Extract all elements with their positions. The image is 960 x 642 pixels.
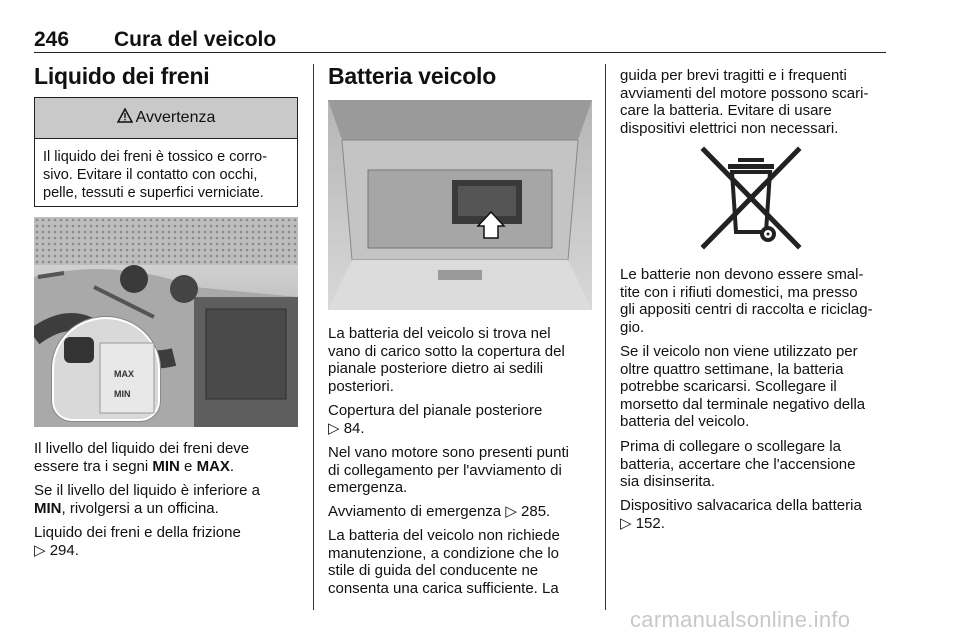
text-run: .	[229, 457, 235, 475]
warning-line: sivo. Evitare il contatto con occhi,	[43, 167, 258, 183]
paragraph	[328, 444, 600, 497]
text-run: e	[179, 457, 197, 475]
text-line: consenta una carica sufficiente. La	[328, 579, 559, 597]
text-line: Le batterie non devono essere smal-	[620, 266, 864, 283]
text-line: emergenza.	[328, 479, 408, 496]
paragraph	[34, 482, 304, 517]
text-line: Nel vano motore sono presenti punti	[328, 444, 569, 461]
text-line: posteriori.	[328, 377, 394, 395]
paragraph	[620, 67, 892, 137]
paragraph	[620, 343, 892, 431]
reservoir-inset	[52, 317, 160, 421]
text-line: stile di guida del conducente ne	[328, 562, 539, 579]
text-line: dispositivi elettrici non necessari.	[620, 119, 839, 137]
warning-header	[35, 98, 297, 139]
text-line: vano di carico sotto la copertura del	[328, 342, 565, 360]
text-line: Dispositivo salvacarica della batteria	[620, 497, 862, 514]
text-line: Liquido dei freni e della frizione	[34, 524, 241, 541]
text-line	[34, 458, 304, 476]
paragraph	[34, 440, 304, 475]
warning-triangle-icon	[117, 108, 133, 128]
trunk-battery-photo	[328, 100, 592, 310]
text-line: Se il livello del liquido è inferiore a	[34, 482, 260, 499]
warning-box	[34, 97, 298, 207]
max-mark-label: MAX	[114, 369, 134, 379]
text-line: La batteria del veicolo non richiede	[328, 527, 560, 544]
text-line: gio.	[620, 318, 645, 336]
page-header	[34, 28, 886, 54]
text-line: batteria del veicolo.	[620, 413, 750, 430]
text-line: pianale posteriore dietro ai sedili	[328, 360, 544, 377]
crossed-out-wheelie-bin-icon	[698, 146, 804, 250]
text-line: La batteria del veicolo si trova nel	[328, 325, 551, 342]
page-reference-link[interactable]: ▷ 152.	[620, 514, 665, 532]
brake-fluid-reservoir-photo	[34, 217, 298, 427]
bold-term: MIN	[152, 457, 180, 475]
bold-term: MAX	[196, 457, 230, 475]
bold-term: MIN	[34, 499, 62, 517]
text-line: manutenzione, a condizione che lo	[328, 544, 559, 562]
paragraph	[620, 266, 892, 336]
text-line: Se il veicolo non viene utilizzato per	[620, 343, 858, 360]
text-line: Prima di collegare o scollegare la	[620, 438, 841, 455]
text-line: Il livello del liquido dei freni deve	[34, 440, 250, 457]
text-line: tite con i rifiuti domestici, ma presso	[620, 283, 858, 301]
text-line: avviamenti del motore possono scari-	[620, 84, 869, 102]
text-line: care la batteria. Evitare di usare	[620, 102, 832, 119]
text-run: , rivolgersi a un officina.	[61, 499, 219, 517]
paragraph	[620, 438, 892, 491]
paragraph	[328, 527, 600, 597]
header-rule	[34, 52, 886, 53]
text-line: morsetto dal terminale negativo della	[620, 395, 866, 413]
warning-line: Il liquido dei freni è tossico e corro-	[43, 149, 268, 165]
section-heading-brake-fluid: Liquido dei freni	[34, 63, 210, 89]
min-mark-label: MIN	[114, 389, 131, 399]
column-divider	[605, 64, 606, 610]
paragraph	[328, 402, 600, 437]
paragraph	[328, 503, 600, 521]
text-line: batteria, accertare che l'accensione	[620, 455, 856, 473]
page-reference-link[interactable]: ▷ 294.	[34, 541, 79, 559]
text-line: potrebbe scaricarsi. Scollegare il	[620, 378, 837, 395]
text-line: oltre quattro settimane, la batteria	[620, 360, 844, 378]
running-title: Cura del veicolo	[114, 28, 277, 51]
warning-text	[43, 148, 295, 202]
text-line: di collegamento per l'avviamento di	[328, 461, 562, 479]
text-line: guida per brevi tragitti e i frequenti	[620, 67, 847, 84]
paragraph	[34, 524, 304, 559]
column-divider	[313, 64, 314, 610]
paragraph	[328, 325, 600, 395]
text-run: essere tra i segni	[34, 457, 153, 475]
text-line: gli appositi centri di raccolta e riciclag-	[620, 301, 873, 318]
text-line: Copertura del pianale posteriore	[328, 402, 543, 419]
text-line	[34, 500, 304, 518]
warning-title: Avvertenza	[135, 109, 216, 126]
text-line: Avviamento di emergenza ▷ 285.	[328, 503, 551, 520]
watermark: carmanualsonline.info	[630, 607, 851, 632]
paragraph	[620, 497, 892, 532]
page-reference-link[interactable]: ▷ 84.	[328, 419, 365, 437]
warning-line: pelle, tessuti e superfici verniciate.	[43, 185, 264, 201]
section-heading-battery: Batteria veicolo	[328, 63, 497, 89]
page-number: 246	[34, 28, 70, 51]
text-line: sia disinserita.	[620, 473, 716, 490]
